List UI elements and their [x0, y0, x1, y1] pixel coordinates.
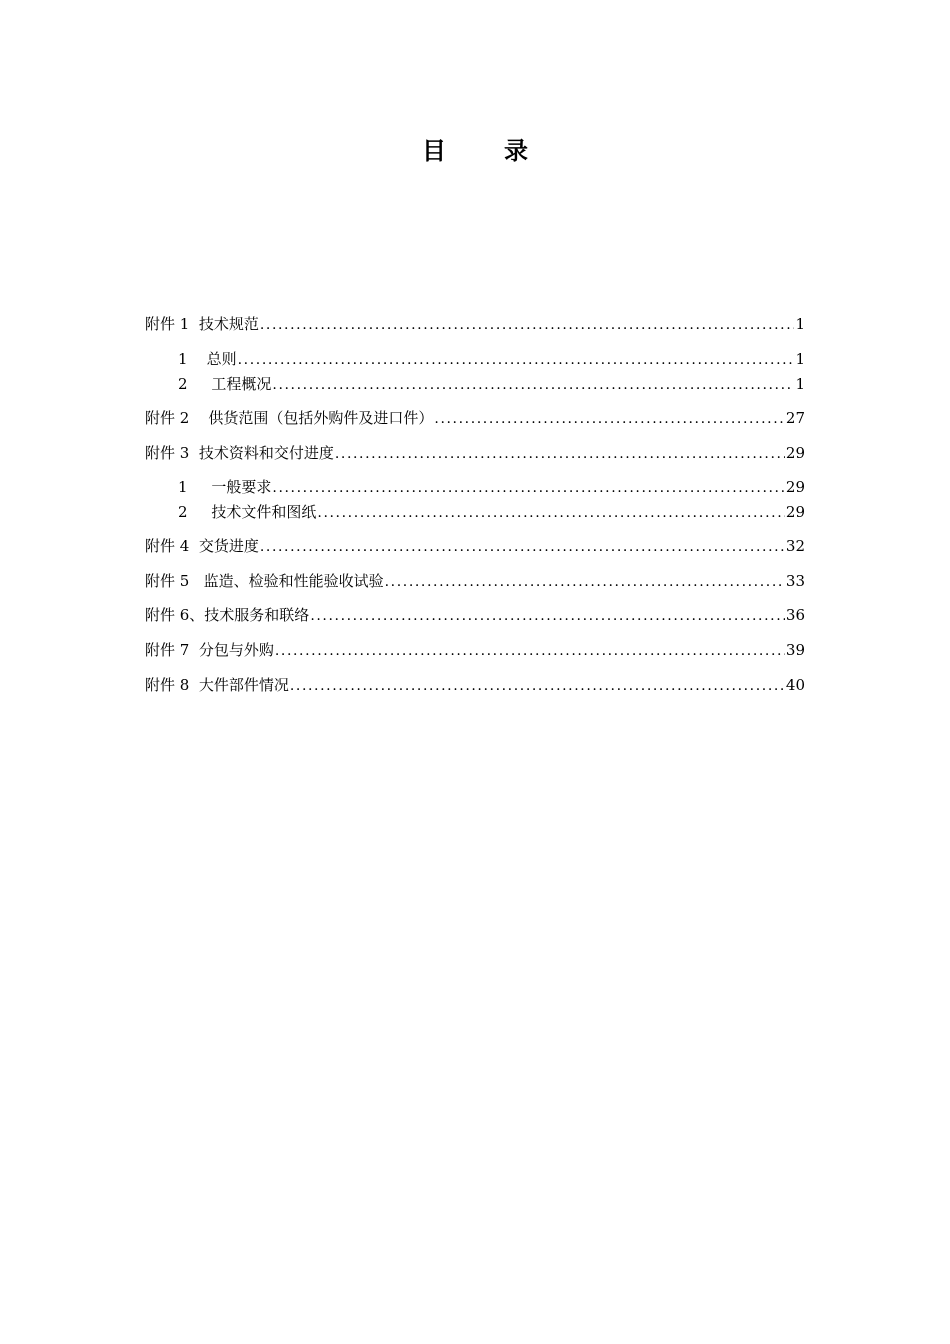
- toc-leader-dots: [272, 477, 785, 499]
- toc-entry-label: 2 工程概况: [178, 375, 272, 393]
- toc-page-number: 1: [795, 375, 805, 393]
- toc-entry-label: 2 技术文件和图纸: [178, 503, 317, 521]
- toc-page-number: 29: [785, 503, 805, 521]
- toc-entry-label: 附件 8 大件部件情况: [145, 676, 289, 694]
- toc-leader-dots: [310, 605, 785, 627]
- toc-page-number: 29: [785, 478, 805, 496]
- toc-leader-dots: [335, 443, 785, 465]
- toc-leader-dots: [272, 374, 794, 396]
- toc-page-number: 27: [785, 409, 805, 427]
- toc-leader-dots: [290, 675, 785, 697]
- page-title: [0, 134, 950, 168]
- toc-page-number: 32: [785, 537, 805, 555]
- toc-entry-technical-documents[interactable]: [178, 501, 805, 523]
- toc-entry-attachment-3[interactable]: [145, 442, 805, 464]
- toc-page-number: 39: [785, 641, 805, 659]
- toc-leader-dots: [260, 536, 785, 558]
- toc-entry-attachment-6[interactable]: [145, 604, 805, 626]
- toc-entry-label: 附件 4 交货进度: [145, 537, 259, 555]
- toc-leader-dots: [434, 408, 785, 430]
- toc-leader-dots: [317, 502, 785, 524]
- toc-page-number: 1: [795, 315, 805, 333]
- toc-entry-label: 附件 7 分包与外购: [145, 641, 274, 659]
- toc-page-number: 29: [785, 444, 805, 462]
- toc-entry-label: 附件 1 技术规范: [145, 315, 259, 333]
- toc-entry-general[interactable]: [178, 348, 805, 370]
- toc-entry-attachment-8[interactable]: [145, 674, 805, 696]
- toc-entry-project-overview[interactable]: [178, 373, 805, 395]
- toc-entry-label: 附件 5 监造、检验和性能验收试验: [145, 572, 384, 590]
- toc-entry-label: 1 总则: [178, 350, 237, 368]
- toc-entry-label: 1 一般要求: [178, 478, 272, 496]
- toc-entry-attachment-5[interactable]: [145, 570, 805, 592]
- toc-leader-dots: [385, 571, 785, 593]
- toc-page-number: 33: [785, 572, 805, 590]
- toc-leader-dots: [260, 314, 795, 336]
- toc-page-number: 40: [785, 676, 805, 694]
- toc-page-number: 36: [785, 606, 805, 624]
- toc-entry-attachment-1[interactable]: [145, 313, 805, 335]
- toc-entry-general-requirements[interactable]: [178, 476, 805, 498]
- toc-leader-dots: [238, 349, 795, 371]
- toc-page-number: 1: [795, 350, 805, 368]
- toc-entry-attachment-2[interactable]: [145, 407, 805, 429]
- toc-entry-attachment-4[interactable]: [145, 535, 805, 557]
- toc-leader-dots: [275, 640, 785, 662]
- toc-entry-label: 附件 3 技术资料和交付进度: [145, 444, 334, 462]
- title-char-1: 目: [422, 136, 446, 165]
- toc-entry-label: 附件 6、技术服务和联络: [145, 606, 310, 624]
- toc-entry-attachment-7[interactable]: [145, 639, 805, 661]
- title-char-2: 录: [504, 136, 528, 165]
- toc-entry-label: 附件 2 供货范围（包括外购件及进口件）: [145, 409, 434, 427]
